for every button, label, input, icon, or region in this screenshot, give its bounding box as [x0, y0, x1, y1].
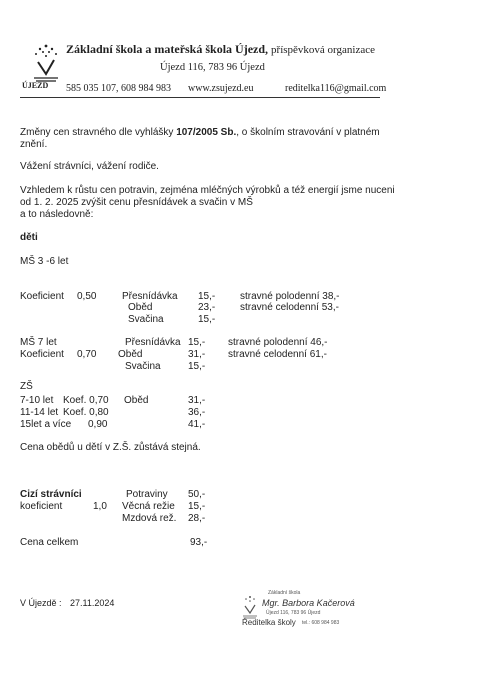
- stamp-signatory: Mgr. Barbora Kačerová: [262, 598, 355, 608]
- deti-heading: děti: [20, 232, 38, 243]
- zs-price: 36,-: [188, 407, 206, 418]
- ms7-item-price: 15,-: [188, 361, 206, 372]
- zs-meal: Oběd: [124, 395, 149, 406]
- zs-coef: 0,90: [88, 419, 108, 430]
- zs-note: Cena obědů u dětí v Z.Š. zůstává stejná.: [20, 442, 201, 453]
- ms36-item-price: 15,-: [198, 291, 216, 302]
- body-line-2: od 1. 2. 2025 zvýšit cenu přesnídávek a svačin v MŠ: [20, 197, 253, 208]
- ms7-item-price: 31,-: [188, 349, 206, 360]
- zs-price: 41,-: [188, 419, 206, 430]
- school-stamp: [240, 590, 355, 630]
- zs-age: 11-14 let: [20, 407, 59, 418]
- zs-coef: Koef. 0,80: [63, 407, 109, 418]
- cizi-total-value: 93,-: [190, 537, 208, 548]
- stamp-address: Újezd 116, 783 96 Újezd: [266, 610, 321, 616]
- intro-suffix: , o školním stravování v platném: [236, 127, 380, 138]
- intro-prefix: Změny cen stravného dle vyhlášky: [20, 127, 177, 138]
- place-label: V Újezdě :: [20, 598, 62, 608]
- ms7-coef-label: Koeficient: [20, 349, 64, 360]
- stamp-role: Ředitelka školy: [242, 618, 296, 627]
- ms36-item-name: Svačina: [128, 314, 164, 325]
- zs-price: 31,-: [188, 395, 206, 406]
- zs-age: 7-10 let: [20, 395, 54, 406]
- stamp-phone: tel.: 608 984 983: [302, 620, 340, 626]
- ms36-item-name: Oběd: [128, 302, 153, 313]
- logo-text: ÚJEZD: [22, 81, 49, 90]
- ms36-item-price: 15,-: [198, 314, 216, 325]
- school-address: Újezd 116, 783 96 Újezd: [160, 62, 265, 73]
- ms7-coef-value: 0,70: [77, 349, 97, 360]
- school-name: [66, 42, 375, 57]
- stamp-school: Základní škola: [268, 590, 301, 596]
- cizi-item-name: Mzdová rež.: [122, 513, 177, 524]
- ms36-item-price: 23,-: [198, 302, 216, 313]
- school-web: www.zsujezd.eu: [188, 83, 254, 94]
- cizi-total-label: Cena celkem: [20, 537, 79, 548]
- ms7-title: MŠ 7 let: [20, 337, 57, 348]
- ms7-half-day: stravné polodenní 46,-: [228, 337, 328, 348]
- date-value: 27.11.2024: [70, 598, 115, 608]
- intro-line-1: [20, 127, 380, 139]
- school-phones: 585 035 107, 608 984 983: [66, 83, 171, 94]
- cizi-item-name: Věcná režie: [122, 501, 175, 512]
- ms36-item-name: Přesnídávka: [122, 291, 178, 302]
- ms36-coef-value: 0,50: [77, 291, 97, 302]
- body-line-3: a to následovně:: [20, 209, 94, 220]
- ms7-item-name: Svačina: [125, 361, 161, 372]
- ms7-full-day: stravné celodenní 61,-: [228, 349, 327, 360]
- cizi-coef-label: koeficient: [20, 501, 63, 512]
- cizi-item-price: 15,-: [188, 501, 206, 512]
- ms36-title: MŠ 3 -6 let: [20, 256, 69, 267]
- zs-coef: Koef. 0,70: [63, 395, 109, 406]
- ms7-item-name: Oběd: [118, 349, 143, 360]
- cizi-item-price: 28,-: [188, 513, 206, 524]
- cizi-item-price: 50,-: [188, 489, 206, 500]
- school-org-type: příspěvková organizace: [271, 44, 375, 56]
- header-divider: [20, 97, 380, 98]
- cizi-item-name: Potraviny: [126, 489, 168, 500]
- ms36-full-day: stravné celodenní 53,-: [240, 302, 339, 313]
- zs-title: ZŠ: [20, 381, 33, 392]
- intro-line-2: znění.: [20, 139, 48, 150]
- cizi-heading: Cizí strávníci: [20, 489, 82, 500]
- intro-decree: 107/2005 Sb.: [176, 127, 237, 138]
- school-email: reditelka116@gmail.com: [285, 83, 387, 94]
- school-name-main: Základní škola a mateřská škola Újezd,: [66, 42, 269, 56]
- body-line-1: Vzhledem k růstu cen potravin, zejména mléčných výrobků a též energií jsme nuceni: [20, 185, 395, 196]
- place-date: [20, 598, 114, 608]
- cizi-coef-value: 1,0: [93, 501, 107, 512]
- zs-age: 15let a více: [20, 419, 72, 430]
- ms7-item-name: Přesnídávka: [125, 337, 181, 348]
- ms36-coef-label: Koeficient: [20, 291, 64, 302]
- ms7-item-price: 15,-: [188, 337, 206, 348]
- greeting: Vážení strávníci, vážení rodiče.: [20, 161, 159, 172]
- ms36-half-day: stravné polodenní 38,-: [240, 291, 340, 302]
